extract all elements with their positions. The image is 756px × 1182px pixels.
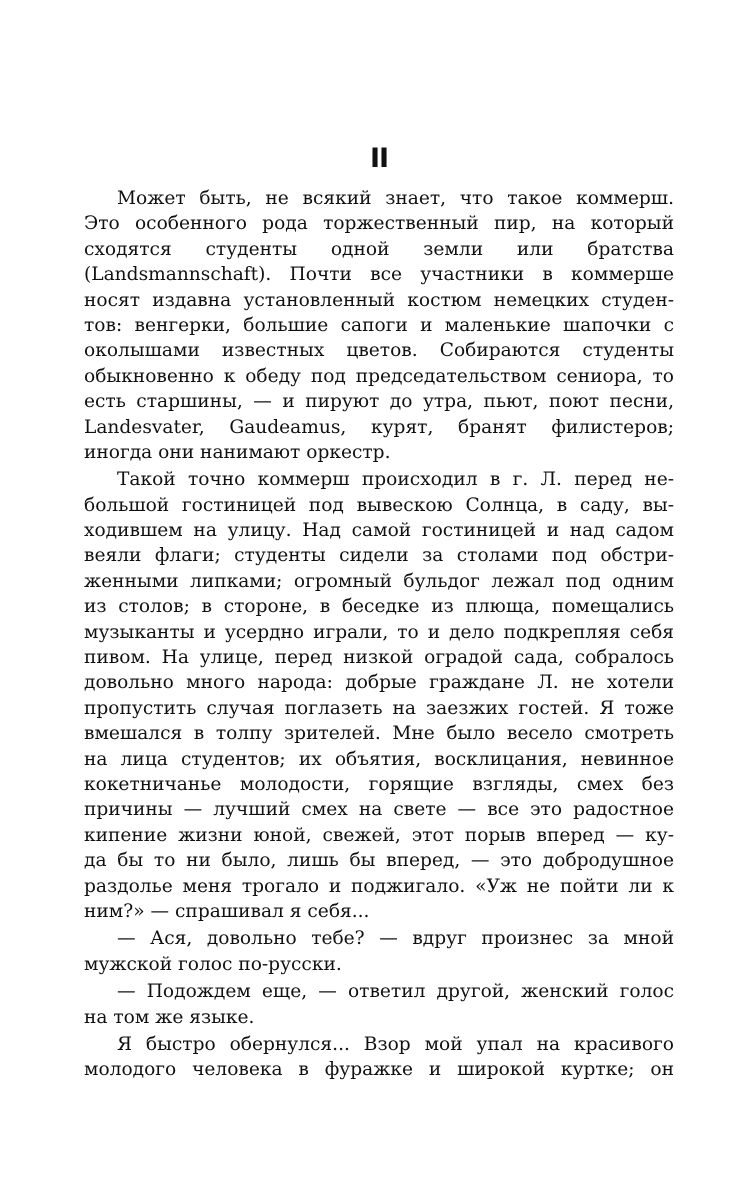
text-line: Я быстро обернулся... Взор мой упал на красивого — [117, 1033, 674, 1055]
text-line: женными липками; огромный бульдог лежал под одним — [84, 570, 674, 592]
text-line: тов: венгерки, большие сапоги и маленькие шапочки с — [84, 314, 674, 336]
text-line: обыкновенно к обеду под председательством сениора, то — [84, 365, 674, 387]
text-line: Landesvater, Gaudeamus, курят, бранят филистеров; — [84, 416, 674, 438]
text-line: пропустить случая поглазеть на заезжих гостей. Я тоже — [84, 697, 674, 719]
text-line: кипение жизни юной, свежей, этот порыв вперед — ку- — [84, 824, 674, 846]
text-line: ходившем на улицу. Над самой гостиницей и над садом — [84, 520, 674, 542]
body-text — [84, 186, 674, 1083]
text-line: да бы то ни было, лишь бы вперед, — это добродушное — [84, 850, 674, 872]
text-line: вмешался в толпу зрителей. Мне было весело смотреть — [84, 723, 674, 745]
text-line: причины — лучший смех на свете — все это радостное — [84, 799, 674, 821]
text-line: большой гостиницей под вывескою Солнца, в саду, вы- — [84, 494, 674, 516]
text-line: довольно много народа: добрые граждане Л. не хотели — [84, 672, 674, 694]
text-line: — Подождем еще, — ответил другой, женский голос — [117, 981, 674, 1003]
text-line: (Landsmannschaft). Почти все участники в коммерше — [84, 264, 674, 286]
text-line: — Ася, довольно тебе? — вдруг произнес за мной — [117, 928, 674, 950]
text-line: иногда они нанимают оркестр. — [84, 441, 391, 463]
text-line: на лица студентов; их объятия, восклицания, невинное — [84, 748, 674, 770]
text-line: на том же языке. — [84, 1006, 255, 1028]
text-line: околышами известных цветов. Собираются студенты — [84, 340, 674, 362]
text-line: кокетничанье молодости, горящие взгляды, смех без — [84, 773, 674, 795]
chapter-heading: II — [369, 143, 389, 174]
text-line: мужской голос по-русски. — [84, 953, 342, 975]
text-line: носят издавна установленный костюм немецких студен- — [84, 289, 674, 311]
text-line: из столов; в стороне, в беседке из плюща, помещались — [84, 596, 674, 618]
text-line: Это особенного рода торжественный пир, на который — [84, 213, 674, 235]
text-line: есть старшины, — и пируют до утра, пьют, поют песни, — [84, 391, 674, 413]
text-line: Такой точно коммерш происходил в г. Л. перед не- — [117, 469, 674, 491]
text-line: пивом. На улице, перед низкой оградой сада, собралось — [84, 647, 674, 669]
text-line: ним?» — спрашивал я себя... — [84, 900, 370, 922]
text-line: раздолье меня трогало и поджигало. «Уж не пойти ли к — [84, 875, 674, 897]
text-line: веяли флаги; студенты сидели за столами под обстри- — [84, 545, 674, 567]
text-line: сходятся студенты одной земли или братства — [84, 238, 674, 260]
text-line: музыканты и усердно играли, то и дело подкрепляя себя — [84, 621, 674, 643]
text-line: Может быть, не всякий знает, что такое коммерш. — [117, 188, 674, 209]
text-line: молодого человека в фуражке и широкой куртке; он — [84, 1059, 674, 1081]
